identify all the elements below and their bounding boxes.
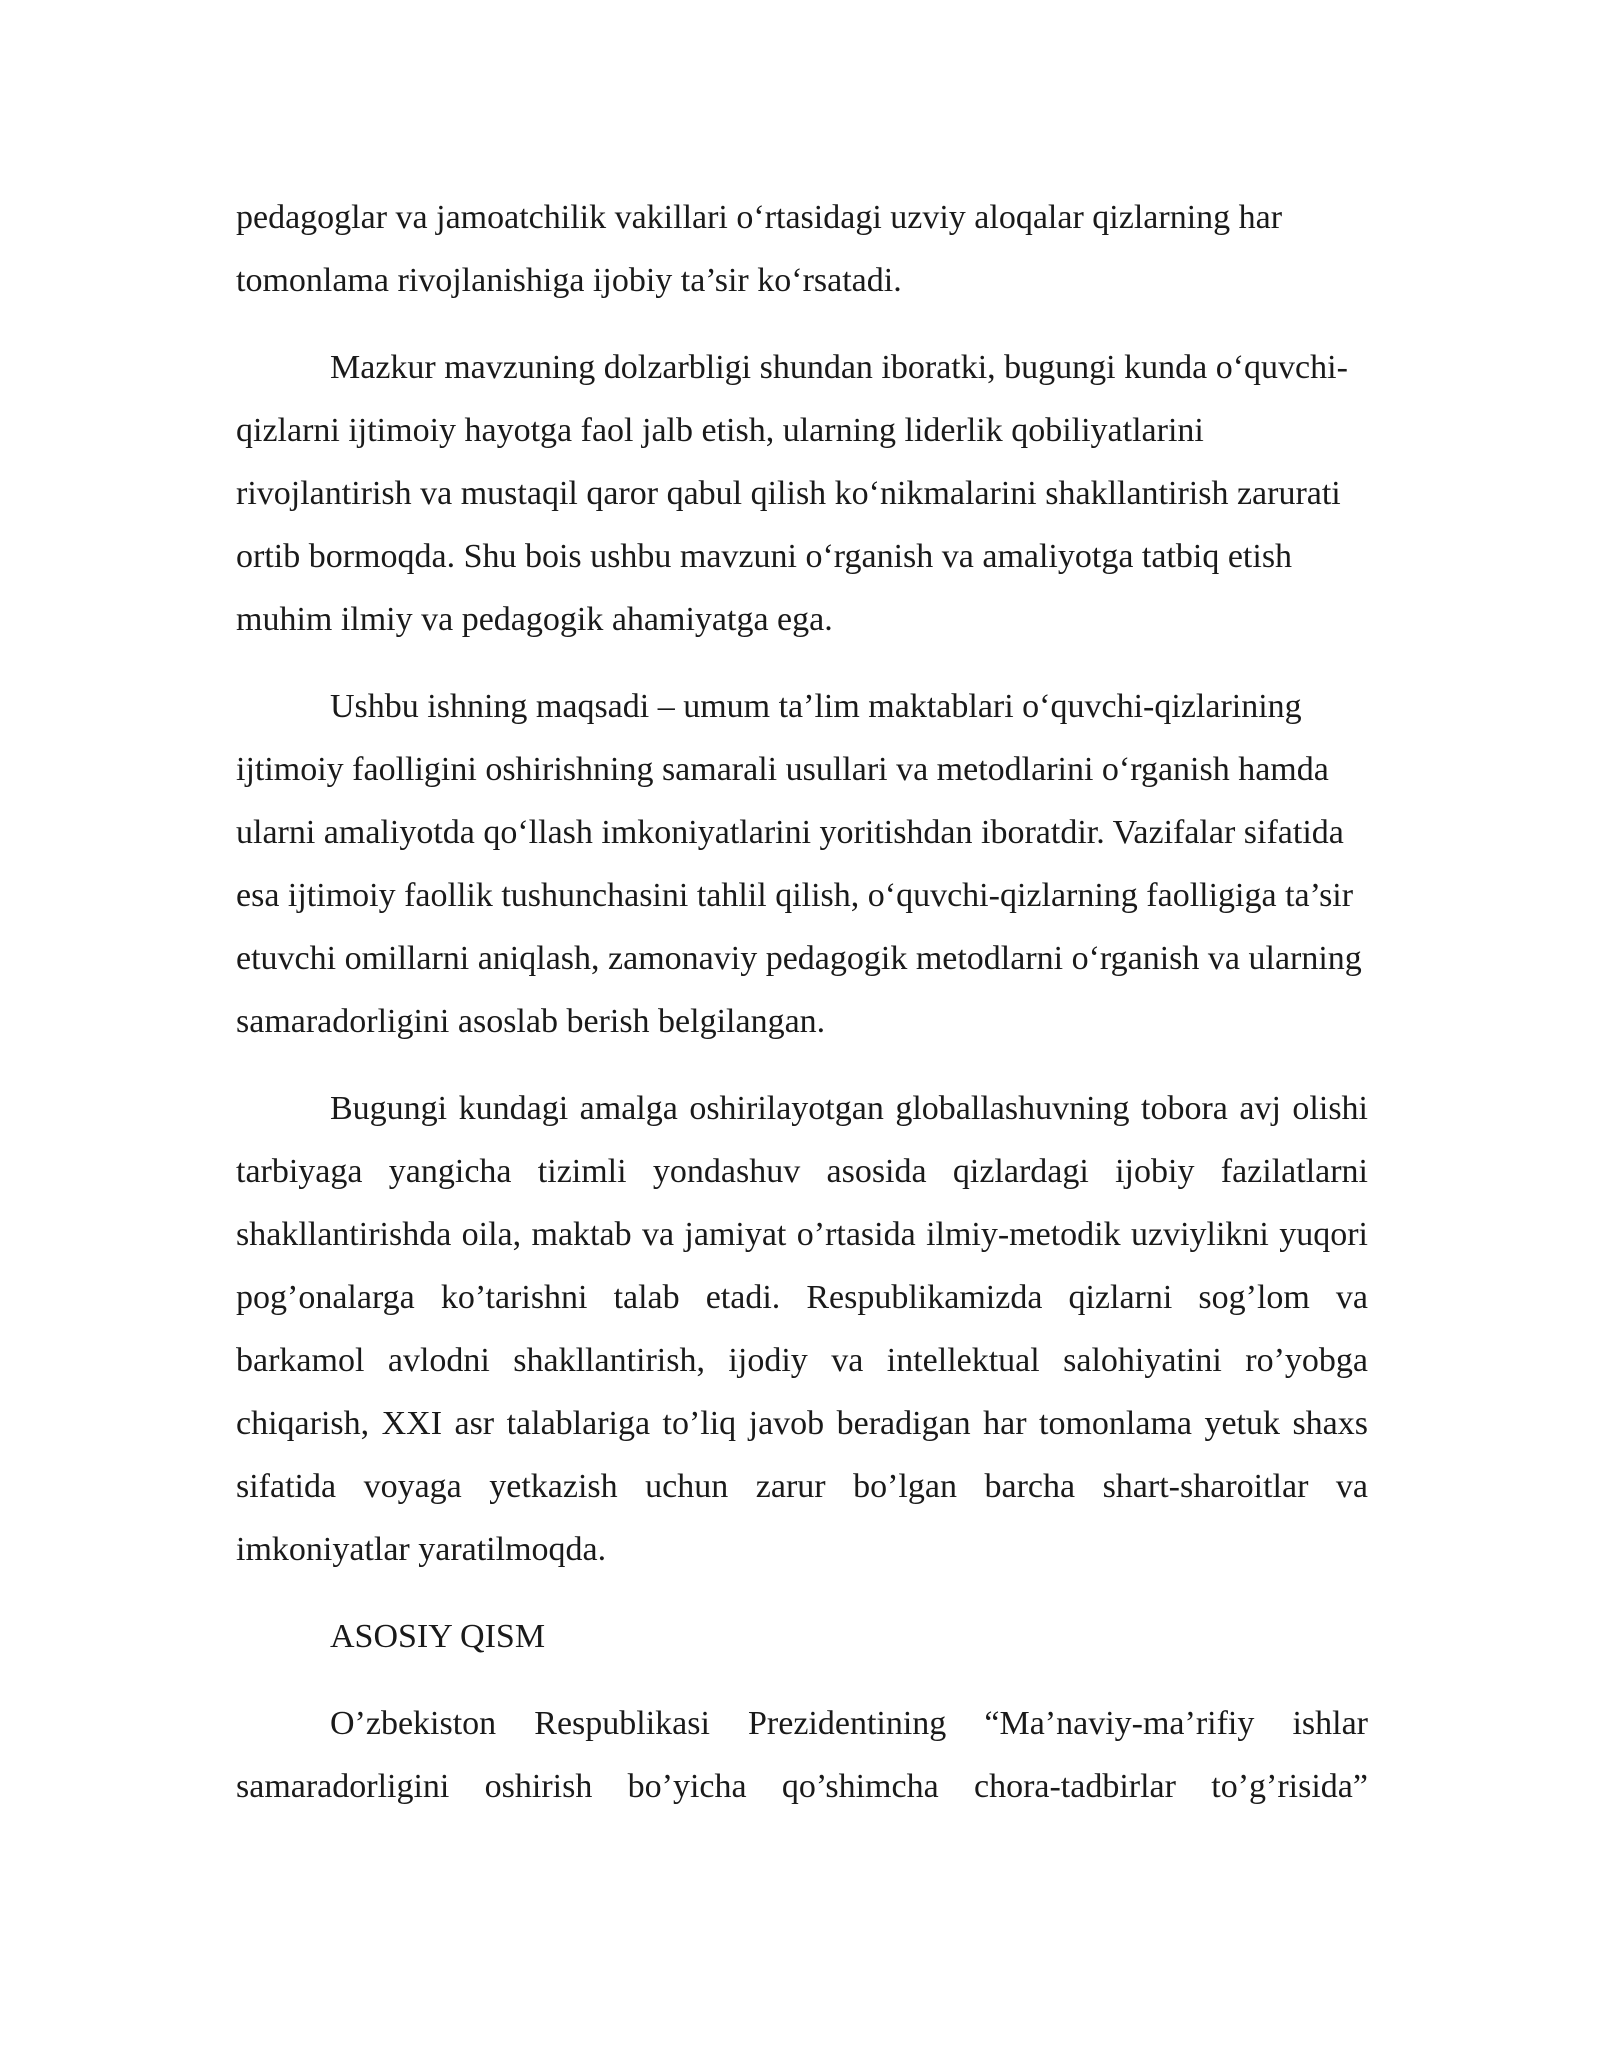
section-heading: ASOSIY QISM bbox=[330, 1618, 546, 1655]
paragraph-main-part: O’zbekiston Respublikasi Prezidentining “Ma’naviy-ma’rifiy ishlar samaradorligini oshirish bo’yicha qo’shimcha chora-tadbirlar to’g’risida” bbox=[236, 1705, 1368, 1805]
document-body bbox=[236, 186, 1368, 1842]
paragraph-relevance: Mazkur mavzuning dolzarbligi shundan iboratki, bugungi kunda o‘quvchi-qizlarni ijtimoiy hayotga faol jalb etish, ularning liderlik qobiliyatlarini rivojlantirish va mustaqil qaror qabul qilish ko‘nikmalarini shakllantirish zarurati ortib bormoqda. Shu bois ushbu mavzuni o‘rganish va amaliyotga tatbiq etish muhim ilmiy va pedagogik ahamiyatga ega. bbox=[236, 349, 1348, 638]
paragraph-globalization: Bugungi kundagi amalga oshirilayotgan globallashuvning tobora avj olishi tarbiyaga yangicha tizimli yondashuv asosida qizlardagi ijobiy fazilatlarni shakllantirishda oila, maktab va jamiyat o’rtasida ilmiy-metodik uzviylikni yuqori pog’onalarga ko’tarishni talab etadi. Respublikamizda qizlarni sog’lom va barkamol avlodni shakllantirish, ijodiy va intellektual salohiyatini ro’yobga chiqarish, XXI asr talablariga to’liq javob beradigan har tomonlama yetuk shaxs sifatida voyaga yetkazish uchun zarur bo’lgan barcha shart-sharoitlar va imkoniyatlar yaratilmoqda. bbox=[236, 1090, 1368, 1568]
paragraph-continuation: pedagoglar va jamoatchilik vakillari o‘rtasidagi uzviy aloqalar qizlarning har tomonlama rivojlanishiga ijobiy ta’sir ko‘rsatadi. bbox=[236, 199, 1283, 299]
paragraph-goal: Ushbu ishning maqsadi – umum ta’lim maktablari o‘quvchi-qizlarining ijtimoiy faolligini oshirishning samarali usullari va metodlarini o‘rganish hamda ularni amaliyotda qo‘llash imkoniyatlarini yoritishdan iboratdir. Vazifalar sifatida esa ijtimoiy faollik tushunchasini tahlil qilish, o‘quvchi-qizlarning faolligiga ta’sir etuvchi omillarni aniqlash, zamonaviy pedagogik metodlarni o‘rganish va ularning samaradorligini asoslab berish belgilangan. bbox=[236, 688, 1362, 1040]
